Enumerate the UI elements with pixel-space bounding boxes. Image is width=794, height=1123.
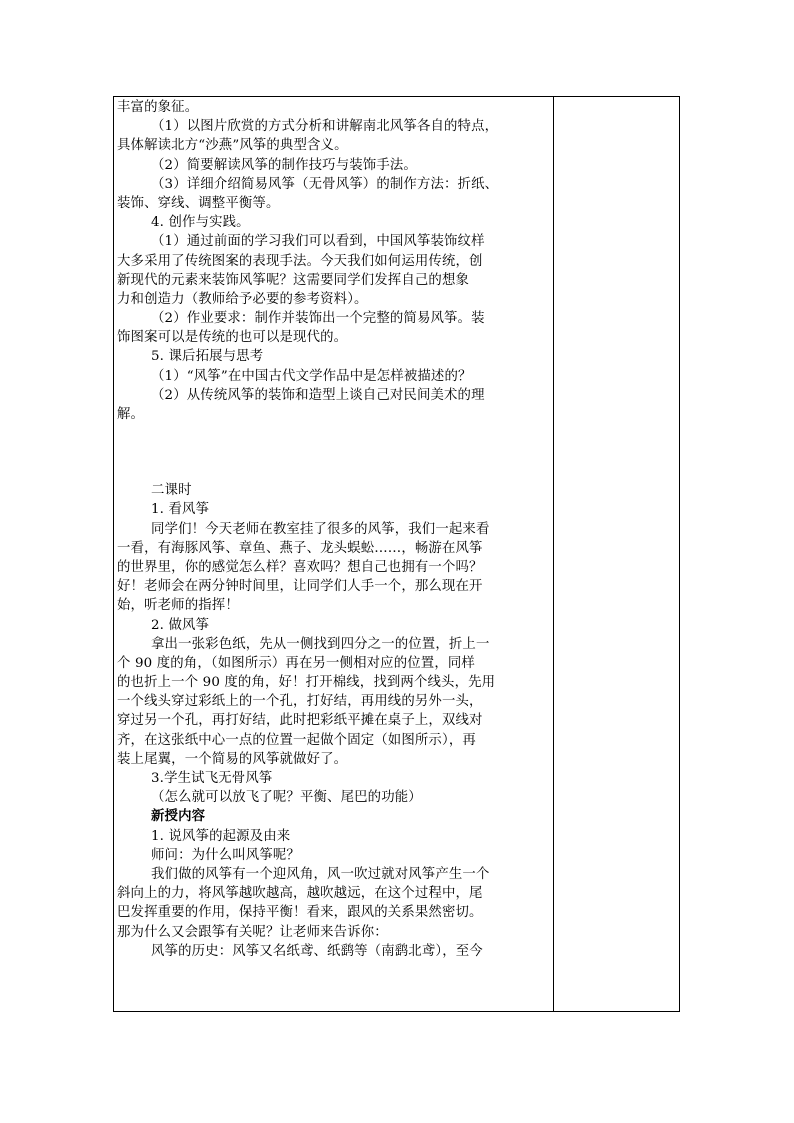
text-line: 同学们！今天老师在教室挂了很多的风筝，我们一起来看 xyxy=(151,521,490,537)
blank-space xyxy=(117,424,551,481)
text-line: 我们做的风筝有一个迎风角，风一吹过就对风筝产生一个 xyxy=(151,866,490,882)
text-line: 斜向上的力，将风筝越吹越高，越吹越远，在这个过程中，尾 xyxy=(117,886,483,902)
text-line: 齐，在这张纸中心一点的位置一起做个固定（如图所示），再 xyxy=(117,732,476,748)
text-line: 的也折上一个 90 度的角，好！打开棉线，找到两个线头，先用 xyxy=(117,675,496,691)
text-line: 大多采用了传统图案的表现手法。今天我们如何运用传统，创 xyxy=(117,253,483,269)
text-line: （2）从传统风筝的装饰和造型上谈自己对民间美术的理 xyxy=(151,387,485,403)
text-line: 5. 课后拓展与思考 xyxy=(151,349,264,365)
text-line: 拿出一张彩色纸，先从一侧找到四分之一的位置，折上一 xyxy=(151,636,490,652)
text-line: （怎么就可以放飞了呢？平衡、尾巴的功能） xyxy=(151,790,422,806)
text-line: 一个线头穿过彩纸上的一个孔，打好结，再用线的另外一头， xyxy=(117,694,483,710)
text-line: 具体解读北方“沙燕”风筝的典型含义。 xyxy=(117,138,348,154)
text-line: （1）以图片欣赏的方式分析和讲解南北风筝各自的特点， xyxy=(151,119,499,135)
text-line: 巴发挥重要的作用，保持平衡！看来，跟风的关系果然密切。 xyxy=(117,905,483,921)
text-line: 一看，有海豚风筝、章鱼、燕子、龙头蜈蚣……，畅游在风筝 xyxy=(117,540,483,556)
lesson-table xyxy=(113,96,680,1012)
text-line: 好！老师会在两分钟时间里，让同学们人手一个，那么现在开 xyxy=(117,579,483,595)
text-line: 1. 说风筝的起源及由来 xyxy=(151,828,291,844)
text-line: 个 90 度的角，（如图所示）再在另一侧相对应的位置，同样 xyxy=(117,655,475,671)
text-line: （2）简要解读风筝的制作技巧与装饰手法。 xyxy=(151,157,417,173)
text-line: 穿过另一个孔，再打好结，此时把彩纸平摊在桌子上，双线对 xyxy=(117,713,483,729)
section-heading-bold: 新授内容 xyxy=(151,808,206,825)
text-line: 装饰、穿线、调整平衡等。 xyxy=(117,195,280,211)
text-line: （1）通过前面的学习我们可以看到，中国风筝装饰纹样 xyxy=(151,234,485,250)
section-heading: 二课时 xyxy=(151,483,192,499)
text-line: 1. 看风筝 xyxy=(151,502,210,518)
text-line: 4. 创作与实践。 xyxy=(151,215,250,231)
text-line: 师问：为什么叫风筝呢？ xyxy=(151,847,300,863)
text-line: 2. 做风筝 xyxy=(151,617,210,633)
text-line: 装上尾翼，一个简易的风筝就做好了。 xyxy=(117,751,348,767)
text-line: 始，听老师的指挥！ xyxy=(117,598,239,614)
text-line: （2）作业要求：制作并装饰出一个完整的简易风筝。装 xyxy=(151,311,485,327)
text-line: 风筝的历史：风筝又名纸鸢、纸鹞等（南鹞北鸢），至今 xyxy=(151,943,483,959)
text-line: （1）“风筝”在中国古代文学作品中是怎样被描述的？ xyxy=(151,368,472,384)
text-line: 丰富的象征。 xyxy=(117,100,199,115)
text-line: 那为什么又会跟筝有关呢？让老师来告诉你： xyxy=(117,924,388,940)
text-line: 3.学生试飞无骨风筝 xyxy=(151,771,273,786)
lesson-content-cell xyxy=(117,98,551,961)
notes-cell xyxy=(554,97,679,1011)
text-line: 的世界里，你的感觉怎么样？喜欢吗？想自己也拥有一个吗？ xyxy=(117,559,483,575)
text-line: 饰图案可以是传统的也可以是现代的。 xyxy=(117,330,348,346)
text-line: 解。 xyxy=(117,407,145,422)
text-line: （3）详细介绍简易风筝（无骨风筝）的制作方法：折纸、 xyxy=(151,176,499,192)
text-line: 力和创造力（教师给予必要的参考资料）。 xyxy=(117,291,368,307)
text-line: 新现代的元素来装饰风筝呢？这需要同学们发挥自己的想象 xyxy=(117,272,470,288)
